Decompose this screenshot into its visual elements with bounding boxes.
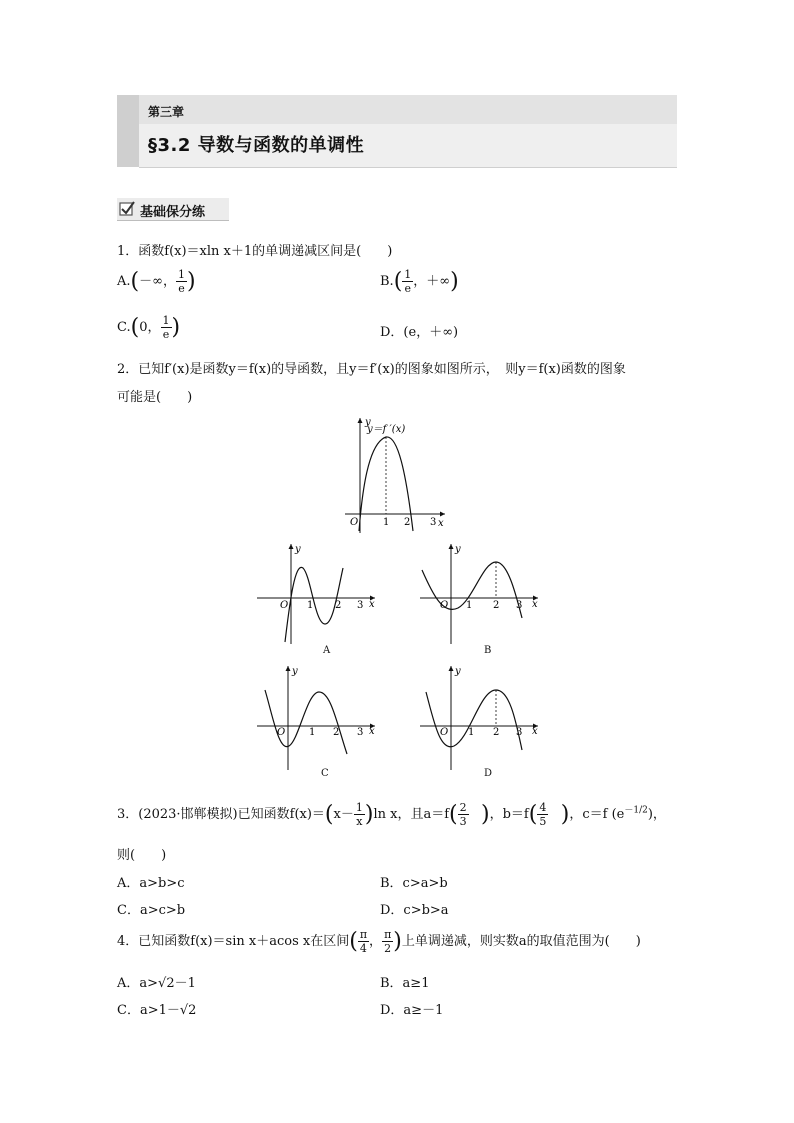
option-label: C. [117, 320, 131, 335]
q3-option-b: B．c>a>b [380, 876, 448, 891]
svg-text:1: 1 [466, 600, 473, 611]
option-d-label: D [484, 768, 493, 779]
option-b-label: B [484, 645, 492, 656]
question-3-line-1: 3．(2023·邯郸模拟)已知函数f(x)＝(x－ $\frac{1}{x}$ )ln x，且a＝f( $\frac{2}{3}$ )，b＝f( $\frac{4}{5}$ )，c＝f $(e^{-1/2})$， [117, 801, 666, 828]
origin-label: O [350, 517, 359, 528]
question-4-text: 4．已知函数f(x)＝sin x＋acos x在区间( $\frac{\pi}{4}$ ， $\frac{\pi}{2}$ )上单调递减，则实数a的取值范围为( ) [117, 928, 641, 955]
interval-left: 0， [139, 320, 161, 335]
svg-text:y: y [455, 544, 461, 555]
option-label: B. [380, 274, 394, 289]
tick-label: 3 [430, 517, 437, 528]
y-axis-label: y [365, 417, 371, 428]
q3-option-c: C．a>c>b [117, 903, 186, 918]
header-divider [139, 167, 677, 168]
option-label: A. [117, 274, 131, 289]
option-c-label: C [321, 768, 329, 779]
q4-option-d: D．a≥－1 [380, 1003, 444, 1018]
chapter-label: 第三章 [148, 105, 185, 119]
svg-text:1: 1 [468, 727, 475, 738]
svg-text:y: y [455, 666, 461, 677]
q1-option-c: C.(0， $\frac{1}{e}$ ) [117, 314, 181, 341]
graph-label: y＝f ′(x) [367, 424, 406, 435]
svg-text:2: 2 [333, 727, 340, 738]
tick-label: 1 [383, 517, 390, 528]
svg-text:O: O [277, 727, 286, 738]
svg-text:2: 2 [493, 727, 500, 738]
q1-option-b: B.( $\frac{1}{e}$ ，＋∞) [380, 268, 459, 295]
q4-option-c: C．a>1－√2 [117, 1003, 197, 1018]
page-title: §3.2 导数与函数的单调性 [148, 135, 365, 156]
fraction: $\frac{1}{e}$ [177, 268, 185, 295]
question-2-line-2: 可能是( ) [117, 390, 193, 405]
question-2-line-1: 2．已知f′(x)是函数y＝f(x)的导函数，且y＝f′(x)的图象如图所示， 则y＝f(x)函数的图象 [117, 362, 626, 377]
svg-text:3: 3 [357, 600, 364, 611]
option-b-graph [418, 540, 543, 660]
svg-text:y: y [295, 544, 301, 555]
svg-text:y: y [292, 666, 298, 677]
svg-text:O: O [440, 600, 449, 611]
svg-text:x: x [532, 726, 538, 737]
tick-label: 2 [404, 517, 411, 528]
svg-text:O: O [440, 727, 449, 738]
q1-option-a: A.(－∞， $\frac{1}{e}$ ) [117, 268, 196, 295]
fraction: $\frac{1}{e}$ [162, 314, 170, 341]
option-c-graph [255, 662, 380, 777]
svg-text:1: 1 [309, 727, 316, 738]
svg-text:O: O [280, 600, 289, 611]
svg-text:x: x [369, 726, 375, 737]
q4-option-a: A．a>√2－1 [117, 976, 196, 991]
svg-text:x: x [369, 599, 375, 610]
svg-text:2: 2 [335, 600, 342, 611]
option-d-graph [418, 662, 543, 777]
header-accent-bar [117, 95, 139, 167]
svg-text:x: x [532, 599, 538, 610]
q3-option-a: A．a>b>c [117, 876, 185, 891]
svg-text:3: 3 [516, 727, 523, 738]
svg-text:1: 1 [307, 600, 314, 611]
q1-option-d: D．(e，＋∞) [380, 325, 459, 340]
fraction: $\frac{1}{e}$ [404, 268, 412, 295]
question-3-line-2: 则( ) [117, 848, 167, 863]
question-1-text: 1．函数f(x)＝xln x＋1的单调递减区间是( ) [117, 244, 393, 259]
checkbox-icon [119, 201, 136, 217]
section-label: 基础保分练 [140, 205, 206, 220]
interval-right: ，＋∞ [413, 274, 451, 289]
derivative-graph [340, 413, 460, 533]
option-a-graph [255, 540, 380, 660]
svg-text:3: 3 [357, 727, 364, 738]
svg-text:2: 2 [493, 600, 500, 611]
x-axis-label: x [438, 518, 444, 529]
option-a-label: A [323, 645, 331, 656]
interval-left: －∞， [139, 274, 176, 289]
q4-option-b: B．a≥1 [380, 976, 430, 991]
header-chapter-strip [139, 95, 677, 124]
svg-text:3: 3 [516, 600, 523, 611]
q3-option-d: D．c>b>a [380, 903, 449, 918]
